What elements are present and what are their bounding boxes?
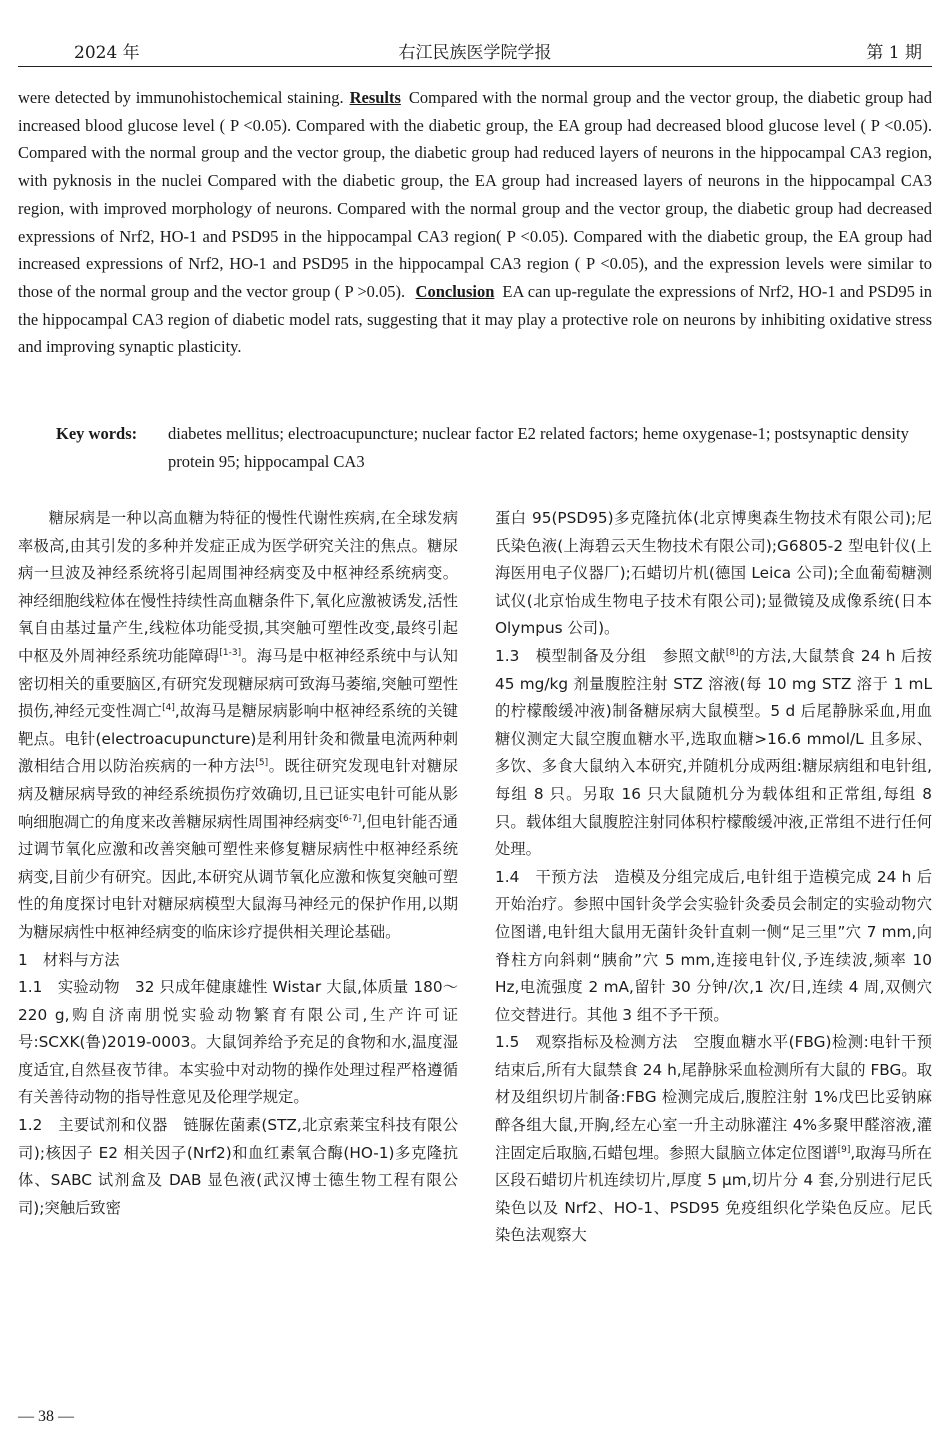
- section-1-5-indicators: [495, 1029, 932, 1250]
- header-journal-title: 右江民族医学院学报: [398, 43, 552, 63]
- section-1-4-intervention: 1.4 干预方法 造模及分组完成后,电针组于造模完成 24 h 后开始治疗。参照中国针灸学会实验针灸委员会制定的实验动物穴位图谱,电针组大鼠用无菌针灸针直刺一侧“足三里”穴 7 mm,向脊柱方向斜刺“胰俞”穴 5 mm,连接电针仪,予连续波,频率 10 Hz,电流强度 2 mA,留针 30 分钟/次,1 次/日,连续 4 周,双侧穴位交替进行。其他 3 组不予干预。: [495, 867, 932, 1024]
- citation-9: [9]: [837, 1144, 851, 1155]
- citation-1-3: [1-3]: [219, 647, 242, 658]
- keywords-text: diabetes mellitus; electroacupuncture; nuclear factor E2 related factors; heme oxygenase-1; postsynaptic density protein 95; hippocampal CA3: [168, 424, 909, 471]
- intro-paragraph: [18, 505, 458, 947]
- citation-6-7: [6-7]: [339, 813, 362, 824]
- page-number: — 38 —: [18, 1408, 74, 1425]
- conclusion-text: EA can up-regulate the expressions of Nrf2, HO-1 and PSD95 in the hippocampal CA3 region of diabetic model rats, suggesting that it may play a protective role on neurons by inhibiting oxidative stress and improving synaptic plasticity.: [18, 281, 932, 357]
- header-year: 2024 年: [74, 43, 140, 63]
- section-1-5-text-a: 1.5 观察指标及检测方法 空腹血糖水平(FBG)检测:电针干预结束后,所有大鼠禁食 24 h,尾静脉采血检测所有大鼠的 FBG。取材及组织切片制备:FBG 检测完成后,腹腔注射 1%戊巴比妥钠麻醉各组大鼠,开胸,经左心室一升主动脉灌注 4%多聚甲醛溶液,灌注固定后取脑,石蜡包埋。参照大鼠脑立体定位图谱: [495, 1033, 932, 1162]
- section-heading-materials-methods: 1 材料与方法: [18, 950, 120, 969]
- left-column: [18, 505, 458, 1222]
- citation-4: [4]: [162, 703, 175, 714]
- section-1-1-animals: 1.1 实验动物 32 只成年健康雄性 Wistar 大鼠,体质量 180～220 g,购自济南朋悦实验动物繁育有限公司,生产许可证号:SCXK(鲁)2019-0003。大鼠饲养给予充足的食物和水,温度湿度适宜,自然昼夜节律。本实验中对动物的操作处理过程严格遵循有关善待动物的指导性意见及伦理学规定。: [18, 978, 458, 1107]
- section-1-3-model: [495, 643, 932, 864]
- intro-text-3: ,故海马是糖尿病影响中枢神经系统的关键靶点。电针(electroacupuncture)是利用针灸和微量电流两种刺激相结合用以防治疾病的一种方法: [18, 702, 458, 776]
- intro-text-5: ,但电针能否通过调节氧化应激和改善突触可塑性来修复糖尿病性中枢神经系统病变,目前少有研究。因此,本研究从调节氧化应激和恢复突触可塑性的角度探讨电针对糖尿病模型大鼠海马神经元的保护作用,以期为糖尿病性中枢神经病变的临床诊疗提供相关理论基础。: [18, 812, 458, 941]
- intro-text-4: 。既往研究发现电针对糖尿病及糖尿病导致的神经系统损伤疗效确切,且已证实电针可能从影响细胞凋亡的角度来改善糖尿病性周围神经病变: [18, 757, 458, 831]
- intro-text-1: 糖尿病是一种以高血糖为特征的慢性代谢性疾病,在全球发病率极高,由其引发的多种并发症正成为医学研究关注的焦点。糖尿病一旦波及神经系统将引起周围神经病变及中枢神经系统病变。神经细胞线粒体在慢性持续性高血糖条件下,氧化应激被诱发,活性氧自由基过量产生,线粒体功能受损,其突触可塑性改变,最终引起中枢及外周神经系统功能障碍: [18, 509, 458, 665]
- section-1-5-text-b: ,取海马所在区段石蜡切片机连续切片,厚度 5 μm,切片分 4 套,分别进行尼氏染色以及 Nrf2、HO-1、PSD95 免疫组织化学染色反应。尼氏染色法观察大: [495, 1143, 932, 1245]
- section-1-3-text-b: 的方法,大鼠禁食 24 h 后按 45 mg/kg 剂量腹腔注射 STZ 溶液(每 10 mg STZ 溶于 1 mL 的柠檬酸缓冲液)制备糖尿病大鼠模型。5 d 后尾静脉采血,用血糖仪测定大鼠空腹血糖水平,选取血糖>16.6 mmol/L 且多尿、多饮、多食大鼠纳入本研究,并随机分成两组:糖尿病组和电针组,每组 8 只。另取 16 只大鼠随机分为载体组和正常组,每组 8 只。载体组大鼠腹腔注射同体积柠檬酸缓冲液,正常组不进行任何处理。: [495, 646, 932, 859]
- keywords: [56, 420, 932, 476]
- intro-text-2: 。海马是中枢神经系统中与认知密切相关的重要脑区,有研究发现糖尿病可致海马萎缩,突触可塑性损伤,神经元变性凋亡: [18, 646, 458, 721]
- citation-5: [5]: [255, 758, 269, 769]
- results-text: Compared with the normal group and the vector group, the diabetic group had increased blood glucose level ( P <0.05). Compared with the diabetic group, the EA group had decreased blood glucose level ( P <0.05). Compared with the normal group and the vector group, the diabetic group had reduced layers of neurons in the hippocampal CA3 region, with pyknosis in the nuclei Compared with the diabetic group, the EA group had increased layers of neurons in the hippocampal CA3 region, with improved morphology of neurons. Compared with the normal group and the vector group, the diabetic group had decreased expressions of Nrf2, HO-1 and PSD95 in the hippocampal CA3 region( P <0.05). Compared with the diabetic group, the EA group had increased expressions of Nrf2, HO-1 and PSD95 in the hippocampal CA3 region ( P <0.05), and the expression levels were similar to those of the normal group and the vector group ( P >0.05).: [18, 88, 933, 301]
- section-1-2-continued: 蛋白 95(PSD95)多克隆抗体(北京博奥森生物技术有限公司);尼氏染色液(上海碧云天生物技术有限公司);G6805-2 型电针仪(上海医用电子仪器厂);石蜡切片机(德国 Leica 公司);全血葡萄糖测试仪(北京怡成生物电子技术有限公司);显微镜及成像系统(日本 Olympus 公司)。: [495, 509, 932, 638]
- right-column: [495, 505, 932, 1250]
- keywords-label: Key words:: [56, 424, 138, 443]
- abstract-methods-tail: were detected by immunohistochemical staining.: [18, 88, 344, 107]
- english-abstract: [18, 84, 932, 361]
- header-issue: 第 1 期: [866, 43, 922, 63]
- results-label: Results: [349, 88, 401, 107]
- section-1-3-text-a: 1.3 模型制备及分组 参照文献: [495, 646, 726, 665]
- conclusion-label: Conclusion: [415, 281, 495, 301]
- citation-8: [8]: [725, 647, 739, 658]
- section-1-2-reagents: 1.2 主要试剂和仪器 链脲佐菌素(STZ,北京索莱宝科技有限公司);核因子 E2 相关因子(Nrf2)和血红素氧合酶(HO-1)多克隆抗体、SABC 试剂盒及 DAB 显色液(武汉博士德生物工程有限公司);突触后致密: [18, 1116, 458, 1217]
- running-header: [18, 34, 932, 67]
